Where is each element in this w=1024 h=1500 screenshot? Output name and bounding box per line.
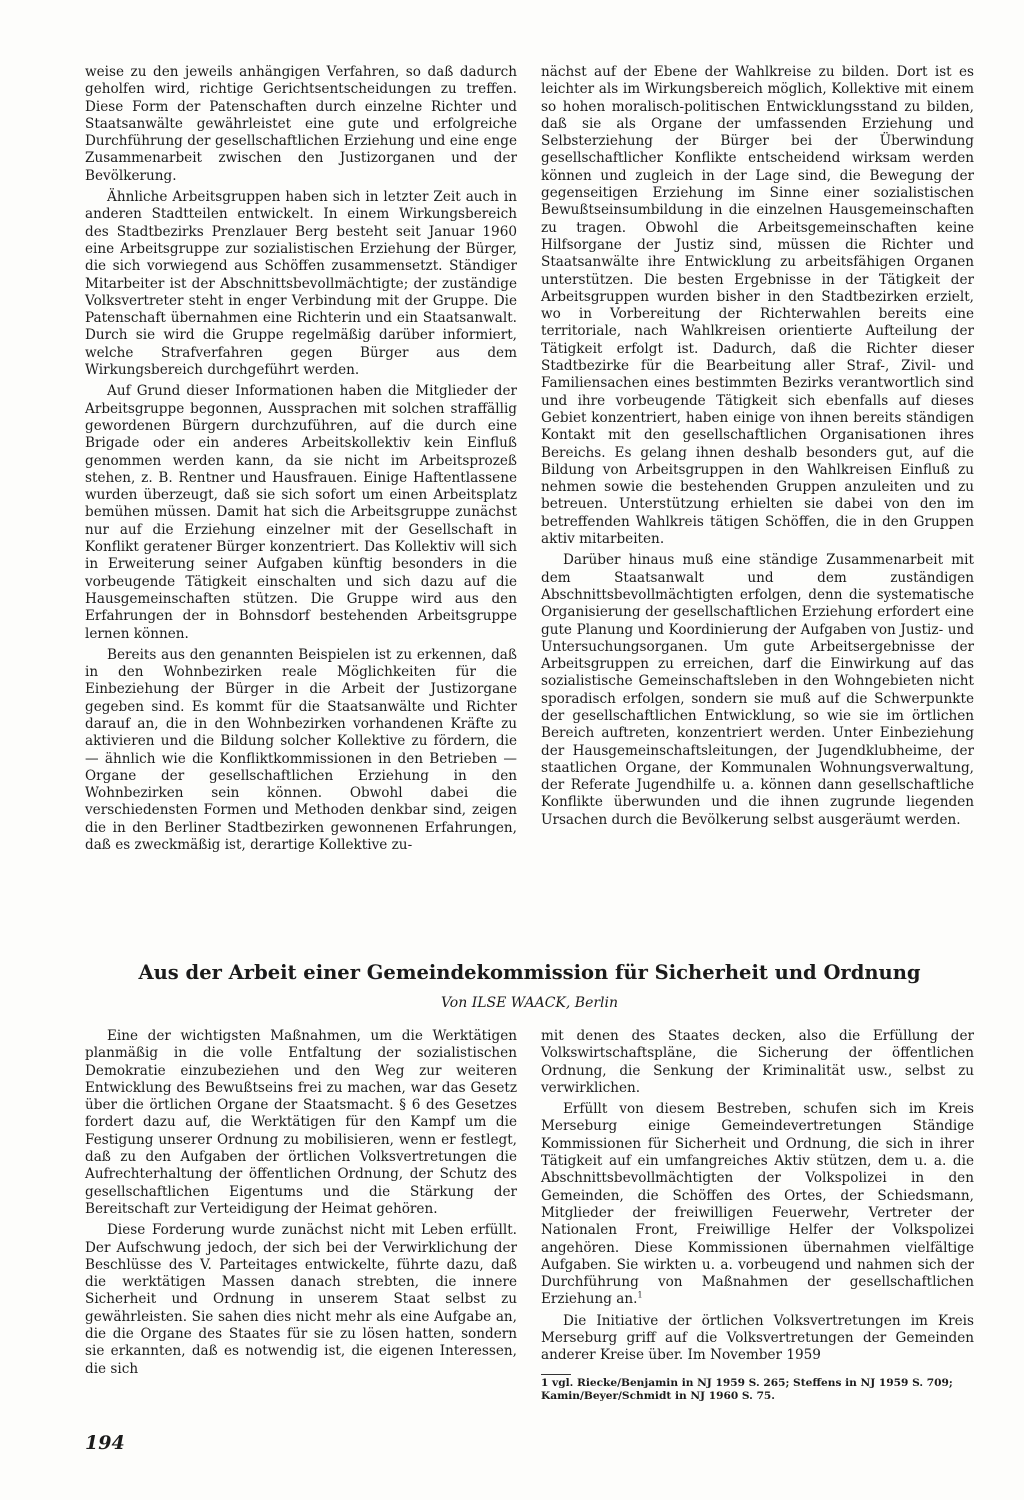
- paragraph: Ähnliche Arbeitsgruppen haben sich in letzter Zeit auch in anderen Stadtteilen entwickelt. In einem Wirkungsbereich des Stadtbezirks Prenzlauer Berg besteht seit Januar 1960 eine Arbeitsgruppe zur sozialistischen Erziehung der Bürger, die sich vorwiegend aus Schöffen zusammensetzt. Ständiger Mitarbeiter ist der Abschnittsbevollmächtigte; der zuständige Volksvertreter steht in enger Verbindung mit der Gruppe. Die Patenschaft übernahmen eine Richterin und ein Staatsanwalt. Durch sie wird die Gruppe regelmäßig darüber informiert, welche Strafverfahren gegen Bürger aus dem Wirkungsbereich durchgeführt werden.: [85, 189, 517, 379]
- column-top-right: [541, 64, 974, 833]
- page-number: 194: [85, 1432, 125, 1454]
- column-bottom-left: [85, 1028, 517, 1382]
- column-bottom-right: [541, 1028, 974, 1369]
- paragraph: Darüber hinaus muß eine ständige Zusammenarbeit mit dem Staatsanwalt und dem zuständigen Abschnittsbevollmächtigten erfolgen, denn die systematische Organisierung der gesellschaftlichen Erziehung erfordert eine gute Planung und Koordinierung der Aufgaben von Justiz- und Untersuchungsorganen. Um gute Arbeitsergebnisse der Arbeitsgruppen zu erreichen, darf die Einwirkung auf das sozialistische Gemeinschaftsleben in den Wohngebieten nicht sporadisch erfolgen, sondern sie muß auf die Schwerpunkte der gesellschaftlichen Entwicklung, so wie sie im örtlichen Bereich auftreten, konzentriert werden. Unter Einbeziehung der Hausgemeinschaftsleitungen, der Jugendklubheime, der staatlichen Organe, der Kommunalen Wohnungsverwaltung, der Referate Jugendhilfe u. a. können dann gesellschaftliche Konflikte überwunden und die ihnen zugrunde liegenden Ursachen durch die Bevölkerung selbst ausgeräumt werden.: [541, 552, 974, 828]
- footnote-marker: 1: [637, 1290, 643, 1300]
- footnote: 1 vgl. Riecke/Benjamin in NJ 1959 S. 265; Steffens in NJ 1959 S. 709; Kamin/Beyer/Schmidt in NJ 1960 S. 75.: [541, 1377, 953, 1402]
- article-byline: Von ILSE WAACK, Berlin: [440, 995, 619, 1011]
- paragraph: Die Initiative der örtlichen Volksvertretungen im Kreis Merseburg griff auf die Volksvertretungen der Gemeinden anderer Kreise über. Im November 1959: [541, 1312, 974, 1364]
- paragraph: Bereits aus den genannten Beispielen ist zu erkennen, daß in den Wohnbezirken reale Möglichkeiten für die Einbeziehung der Bürger in die Arbeit der Justizorgane gegeben sind. Es kommt für die Staatsanwälte und Richter darauf an, die in den Wohnbezirken vorhandenen Kräfte zu aktivieren und die Bildung solcher Kollektive zu fördern, die — ähnlich wie die Konfliktkommissionen in den Betrieben — Organe der gesellschaftlichen Erziehung in den Wohnbezirken sein können. Obwohl dabei die verschiedensten Formen und Methoden denkbar sind, zeigen die in den Berliner Stadtbezirken gewonnenen Erfahrungen, daß es zweckmäßig ist, derartige Kollektive zu-: [85, 646, 517, 854]
- article-heading: Aus der Arbeit einer Gemeindekommission für Sicherheit und Ordnung: [138, 961, 921, 984]
- paragraph: Eine der wichtigsten Maßnahmen, um die Werktätigen planmäßig in die volle Entfaltung der sozialistischen Demokratie einzubeziehen und den Weg zur weiteren Entwicklung des Bewußtseins frei zu machen, war das Gesetz über die örtlichen Organe der Staatsmacht. § 6 des Gesetzes fordert dazu auf, die Werktätigen für den Kampf um die Festigung unserer Ordnung zu mobilisieren, wenn er festlegt, daß zu den Aufgaben der örtlichen Volksvertretungen die Aufrechterhaltung der öffentlichen Ordnung, der Schutz des gesellschaftlichen Eigentums und die Stärkung der Bereitschaft zur Verteidigung der Heimat gehören.: [85, 1028, 517, 1217]
- paragraph: weise zu den jeweils anhängigen Verfahren, so daß dadurch geholfen wird, richtige Gerichtsentscheidungen zu treffen. Diese Form der Patenschaften durch einzelne Richter und Staatsanwälte gewährleistet eine gute und erfolgreiche Durchführung der gesellschaftlichen Erziehung und eine enge Zusammenarbeit zwischen den Justizorganen und der Bevölkerung.: [85, 64, 517, 184]
- paragraph: Diese Forderung wurde zunächst nicht mit Leben erfüllt. Der Aufschwung jedoch, der sich bei der Verwirklichung der Beschlüsse des V. Parteitages entwickelte, führte dazu, daß die werktätigen Massen danach strebten, die innere Sicherheit und Ordnung in unserem Staat selbst zu gewährleisten. Sie sahen dies nicht mehr als eine Aufgabe an, die die Organe des Staates für sie zu lösen hatten, sondern sie erkannten, daß es notwendig ist, die eigenen Interessen, die sich: [85, 1222, 517, 1377]
- paragraph: mit denen des Staates decken, also die Erfüllung der Volkswirtschaftspläne, die Sicherung der öffentlichen Ordnung, die Senkung der Kriminalität usw., selbst zu verwirklichen.: [541, 1028, 974, 1096]
- footnote-divider: [541, 1374, 571, 1375]
- paragraph-text: Erfüllt von diesem Bestreben, schufen sich im Kreis Merseburg einige Gemeindevertretungen Ständige Kommissionen für Sicherheit und Ordnung, die sich in ihrer Tätigkeit auf ein umfangreiches Aktiv stützen, dem u. a. die Abschnittsbevollmächtigten der Volkspolizei in den Gemeinden, die Schöffen des Ortes, der Schiedsmann, Mitglieder der freiwilligen Feuerwehr, Vertreter der Nationalen Front, Freiwillige Helfer der Volkspolizei angehören. Diese Kommissionen übernahmen vielfältige Aufgaben. Sie wirkten u. a. vorbeugend und nahmen sich der Durchführung von Maßnahmen der gesellschaftlichen Erziehung an.: [541, 1101, 974, 1308]
- paragraph-with-footnote: [541, 1101, 974, 1309]
- paragraph: Auf Grund dieser Informationen haben die Mitglieder der Arbeitsgruppe begonnen, Aussprachen mit solchen straffällig gewordenen Bürgern durchzuführen, auf die durch eine Brigade oder ein anderes Arbeitskollektiv kein Einfluß genommen werden kann, da sie nicht im Arbeitsprozeß stehen, z. B. Rentner und Hausfrauen. Einige Haftentlassene wurden überzeugt, daß sie sich sofort um einen Arbeitsplatz bemühen müssen. Damit hat sich die Arbeitsgruppe zunächst nur auf die Erziehung einzelner mit der Gesellschaft in Konflikt geratener Bürger konzentriert. Das Kollektiv will sich in Erweiterung seiner Aufgaben künftig besonders in die vorbeugende Tätigkeit einschalten und sich dazu auf die Hausgemeinschaften stützen. Die Gruppe wird aus den Erfahrungen der in Bohnsdorf bestehenden Arbeitsgruppe lernen können.: [85, 383, 517, 642]
- column-top-left: [85, 64, 517, 858]
- paragraph: nächst auf der Ebene der Wahlkreise zu bilden. Dort ist es leichter als im Wirkungsbereich möglich, Kollektive mit einem so hohen moralisch-politischen Entwicklungsstand zu bilden, daß sie als Organe der umfassenden Erziehung und Selbsterziehung der Bürger bei der Überwindung gesellschaftlicher Konflikte entscheidend wirksam werden können und zugleich in der Lage sind, die Bewegung der gegenseitigen Erziehung im Sinne einer sozialistischen Bewußtseinsumbildung in die einzelnen Hausgemeinschaften zu tragen. Obwohl die Arbeitsgemeinschaften keine Hilfsorgane der Justiz sind, müssen die Richter und Staatsanwälte ihre Entwicklung zu arbeitsfähigen Organen unterstützen. Die besten Ergebnisse in der Tätigkeit der Arbeitsgruppen wurden bisher in den Stadtbezirken erzielt, wo in Vorbereitung der Richterwahlen bereits eine territoriale, nach Wahlkreisen orientierte Aufteilung der Tätigkeit erfolgt ist. Dadurch, daß die Richter dieser Stadtbezirke für die Bearbeitung aller Straf-, Zivil- und Familiensachen eines bestimmten Bezirks verantwortlich sind und ihre vorbeugende Tätigkeit sich ebenfalls auf dieses Gebiet konzentriert, haben einige von ihnen bereits ständigen Kontakt mit den gesellschaftlichen Organisationen ihres Bereichs. Es gelang ihnen deshalb besonders gut, auf die Bildung von Arbeitsgruppen in den Wahlkreisen Einfluß zu nehmen sowie die bestehenden Gruppen anzuleiten und zu betreuen. Unterstützung erhielten sie dabei von den im betreffenden Wahlkreis tätigen Schöffen, die in den Gruppen aktiv mitarbeiten.: [541, 64, 974, 548]
